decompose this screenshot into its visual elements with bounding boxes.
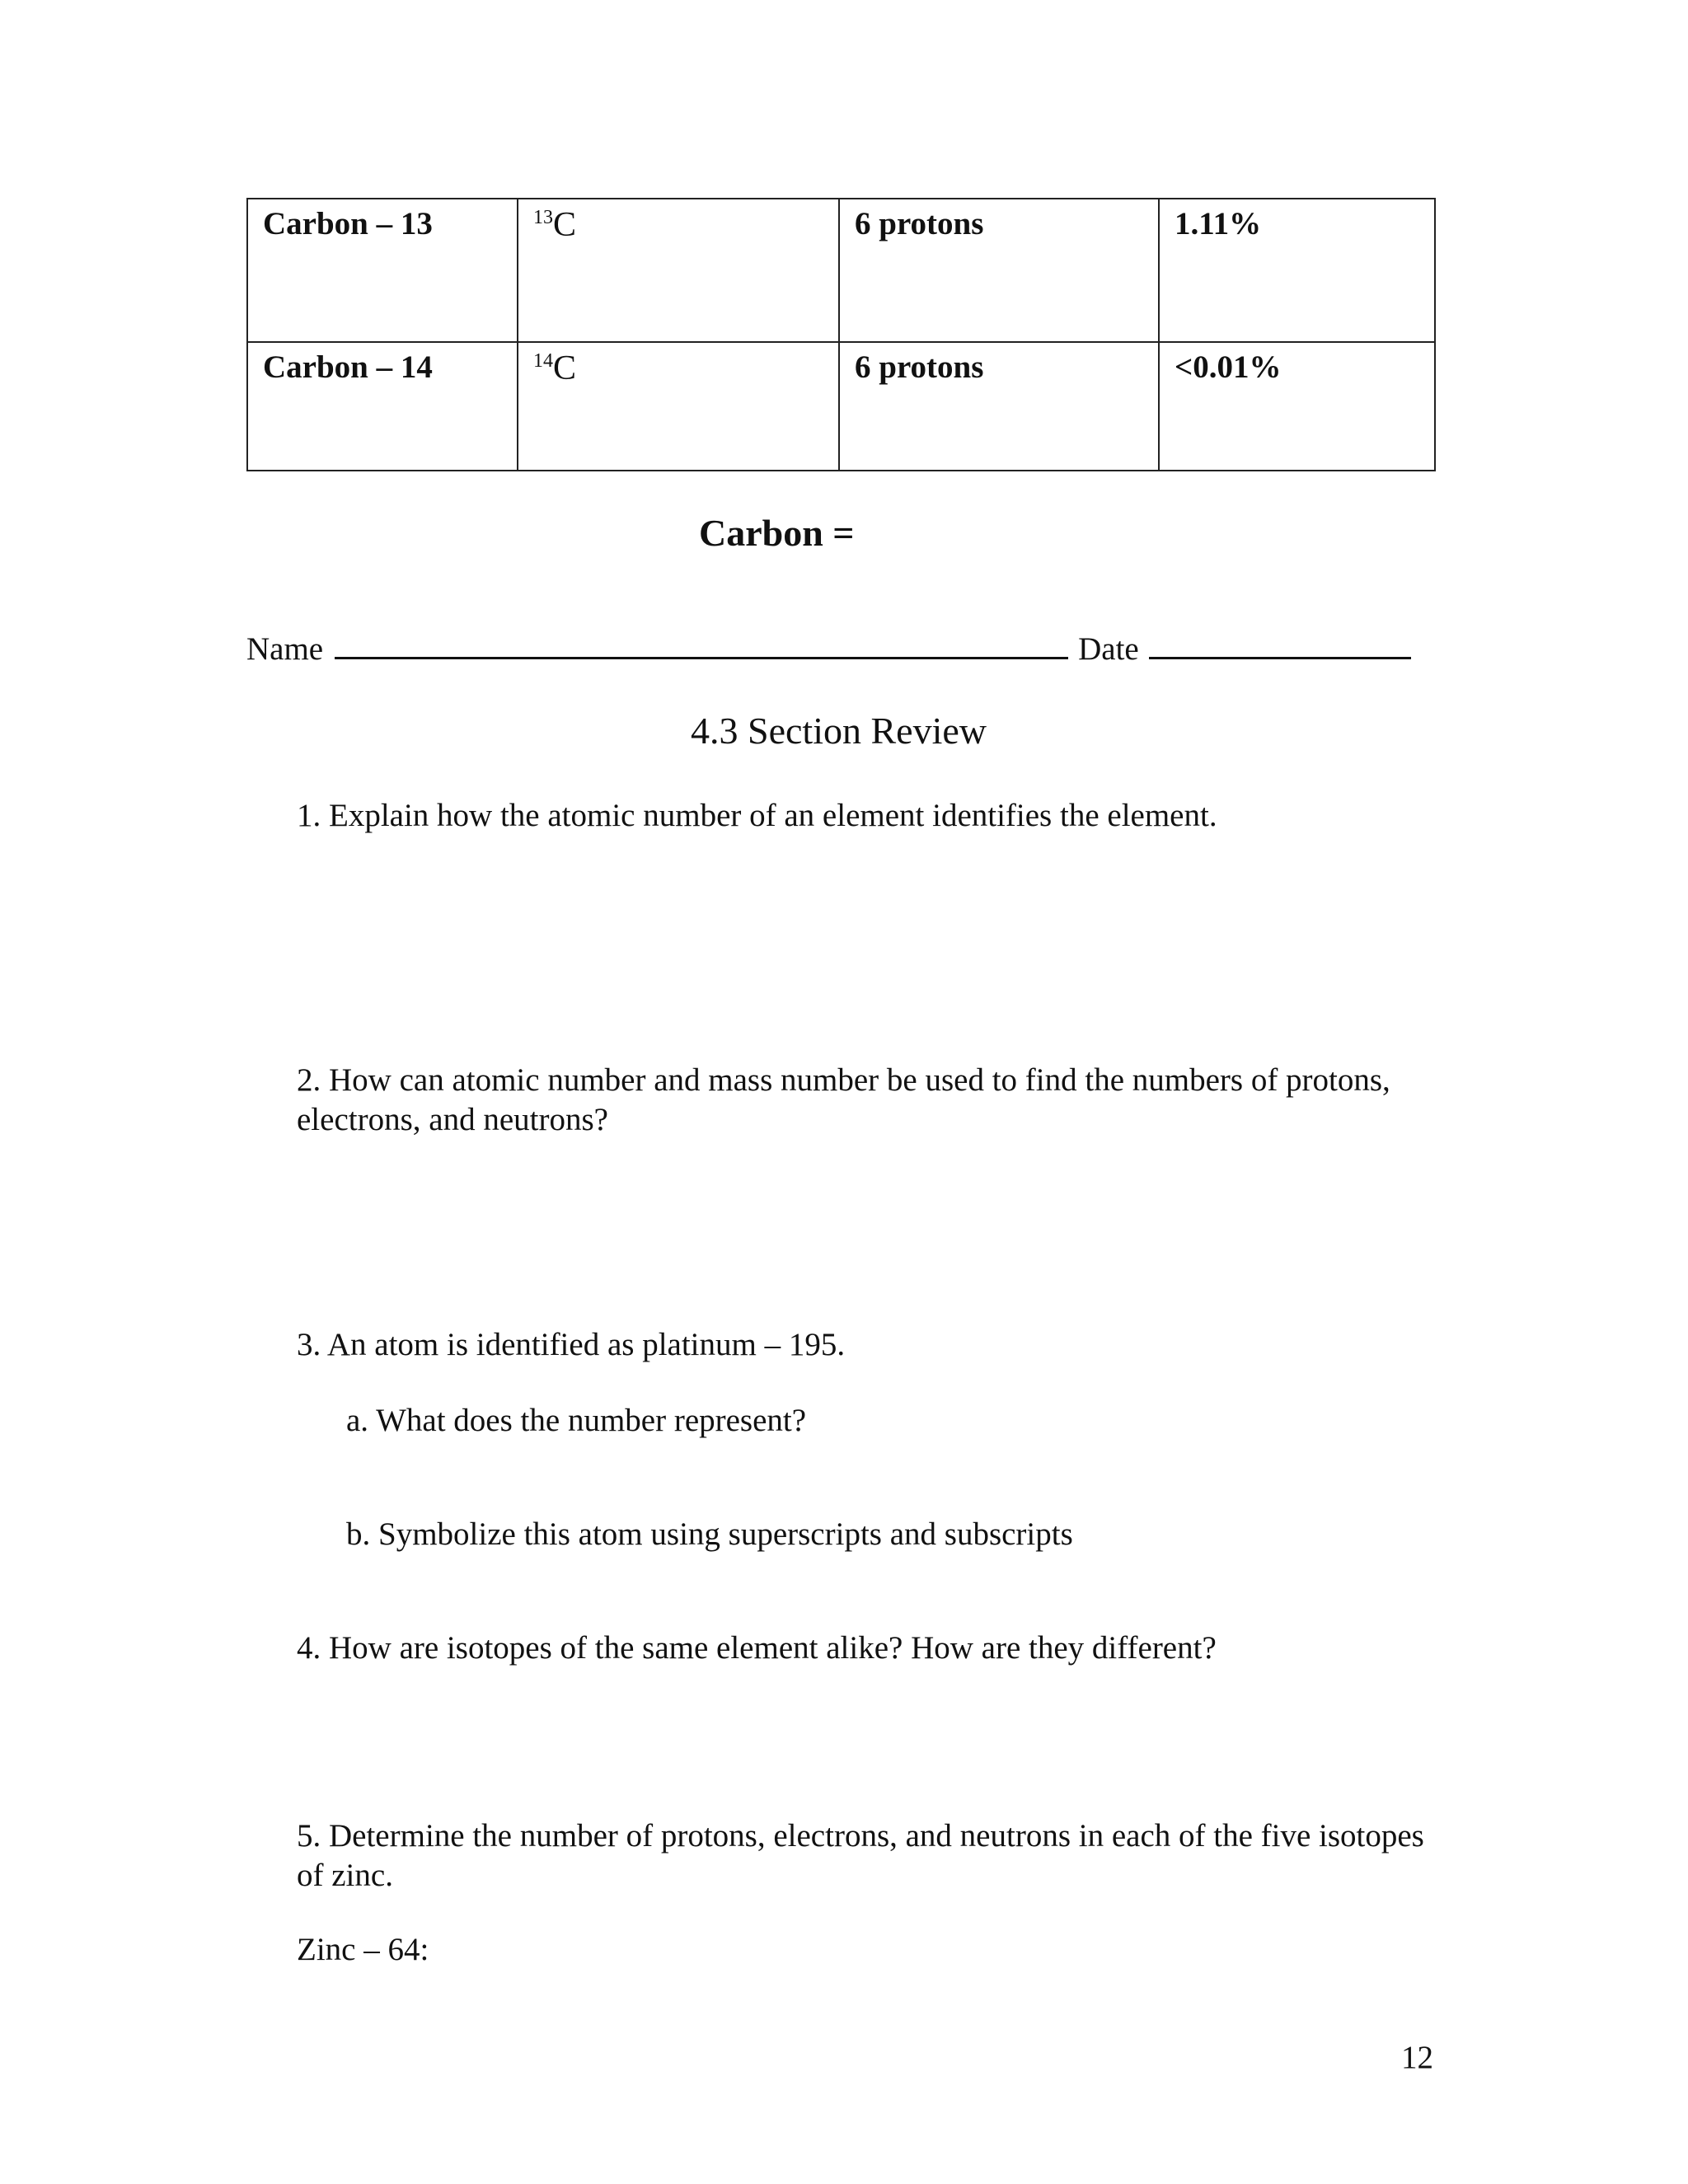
abundance-cell: 1.11% bbox=[1159, 199, 1435, 342]
section-title: 4.3 Section Review bbox=[691, 710, 987, 752]
table-row bbox=[247, 199, 1435, 342]
question-2: 2. How can atomic number and mass number be used to find the numbers of protons, electrons, and neutrons? bbox=[297, 1062, 1390, 1137]
carbon-equals-heading: Carbon = bbox=[699, 512, 855, 554]
mass-number-superscript: 14 bbox=[533, 350, 553, 372]
question-1: 1. Explain how the atomic number of an element identifies the element. bbox=[297, 798, 1217, 833]
name-blank-line[interactable] bbox=[335, 632, 1068, 659]
page-number: 12 bbox=[1401, 2040, 1433, 2075]
protons-cell: 6 protons bbox=[839, 342, 1159, 471]
zinc-64-prompt: Zinc – 64: bbox=[297, 1932, 429, 1967]
isotope-table bbox=[246, 198, 1436, 471]
question-3b: b. Symbolize this atom using superscripts and subscripts bbox=[346, 1516, 1073, 1552]
name-label: Name bbox=[246, 631, 324, 667]
question-3: 3. An atom is identified as platinum – 195. bbox=[297, 1327, 846, 1362]
element-symbol: C bbox=[553, 349, 577, 387]
question-3a: a. What does the number represent? bbox=[346, 1403, 807, 1438]
date-label: Date bbox=[1078, 631, 1139, 667]
element-symbol: C bbox=[553, 206, 577, 244]
abundance-cell: <0.01% bbox=[1159, 342, 1435, 471]
isotope-symbol-cell bbox=[518, 199, 839, 342]
isotope-symbol-cell bbox=[518, 342, 839, 471]
question-5: 5. Determine the number of protons, electrons, and neutrons in each of the five isotopes of zinc. bbox=[297, 1818, 1424, 1893]
mass-number-superscript: 13 bbox=[533, 207, 553, 228]
question-4: 4. How are isotopes of the same element alike? How are they different? bbox=[297, 1630, 1217, 1666]
isotope-name-cell: Carbon – 14 bbox=[247, 342, 518, 471]
table-row bbox=[247, 342, 1435, 471]
protons-cell: 6 protons bbox=[839, 199, 1159, 342]
date-blank-line[interactable] bbox=[1149, 632, 1411, 659]
isotope-name-cell: Carbon – 13 bbox=[247, 199, 518, 342]
name-date-row bbox=[246, 630, 1411, 668]
